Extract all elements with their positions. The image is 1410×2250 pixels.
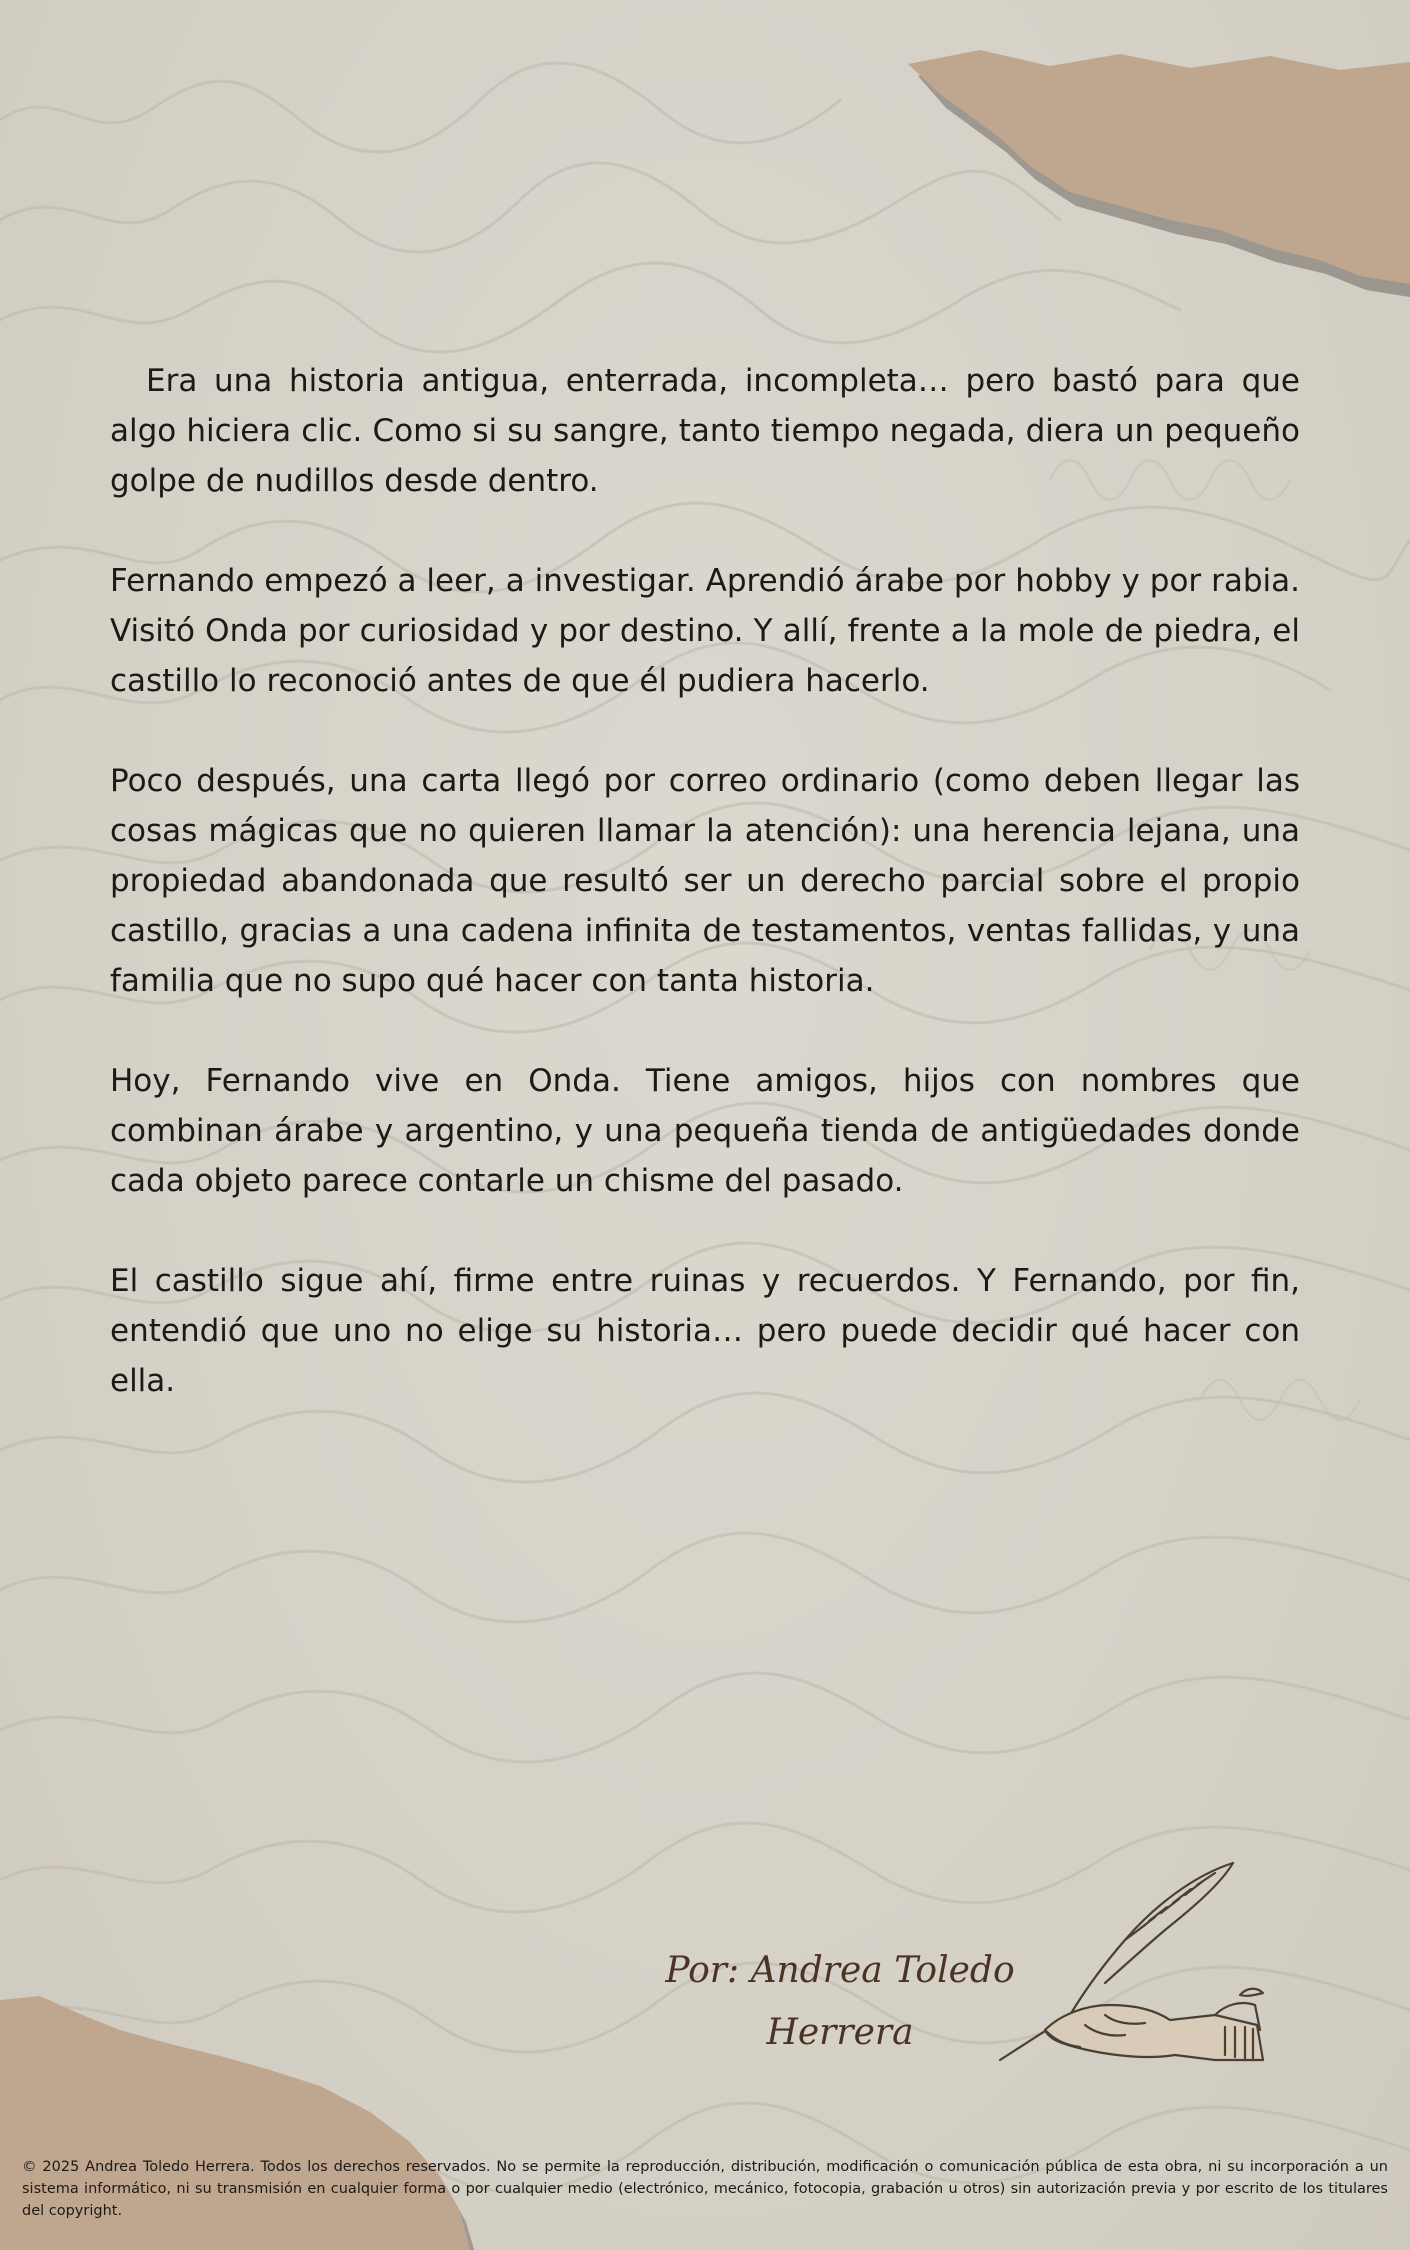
quill-hand-icon bbox=[985, 1855, 1275, 2070]
story-paragraph: El castillo sigue ahí, firme entre ruinas y recuerdos. Y Fernando, por fin, entendió que uno no elige su historia… pero puede decidir qué hacer con ella. bbox=[110, 1263, 1300, 1399]
torn-paper-scrap-top bbox=[890, 40, 1410, 300]
signature-line-1: Por: Andrea Toledo bbox=[665, 1950, 1015, 1991]
story-paragraph: Hoy, Fernando vive en Onda. Tiene amigos, hijos con nombres que combinan árabe y argentino, y una pequeña tienda de antigüedades donde cada objeto parece contarle un chisme del pasado. bbox=[110, 1063, 1300, 1199]
story-paragraph: Era una historia antigua, enterrada, incompleta… pero bastó para que algo hiciera clic. Como si su sangre, tanto tiempo negada, diera un pequeño golpe de nudillos desde dentro. bbox=[110, 363, 1300, 499]
copyright-notice: © 2025 Andrea Toledo Herrera. Todos los derechos reservados. No se permite la reproducción, distribución, modificación o comunicación pública de esta obra, ni su incorporación a un sistema informático, ni su transmisión en cualquier forma o por cualquier medio (electrónico, mecánico, fotocopia, grabación u otros) sin autorización previa y por escrito de los titulares del copyright. bbox=[22, 2159, 1388, 2219]
signature-line-2: Herrera bbox=[766, 2012, 914, 2053]
story-paragraph: Poco después, una carta llegó por correo ordinario (como deben llegar las cosas mágicas que no quieren llamar la atención): una herencia lejana, una propiedad abandonada que resultó ser un derecho parcial sobre el propio castillo, gracias a una cadena infinita de testamentos, ventas fallidas, y una familia que no supo qué hacer con tanta historia. bbox=[110, 763, 1300, 999]
author-signature bbox=[660, 1940, 1020, 2064]
story-paragraph: Fernando empezó a leer, a investigar. Aprendió árabe por hobby y por rabia. Visitó Onda por curiosidad y por destino. Y allí, frente a la mole de piedra, el castillo lo reconoció antes de que él pudiera hacerlo. bbox=[110, 563, 1300, 699]
story-body bbox=[110, 356, 1300, 1456]
